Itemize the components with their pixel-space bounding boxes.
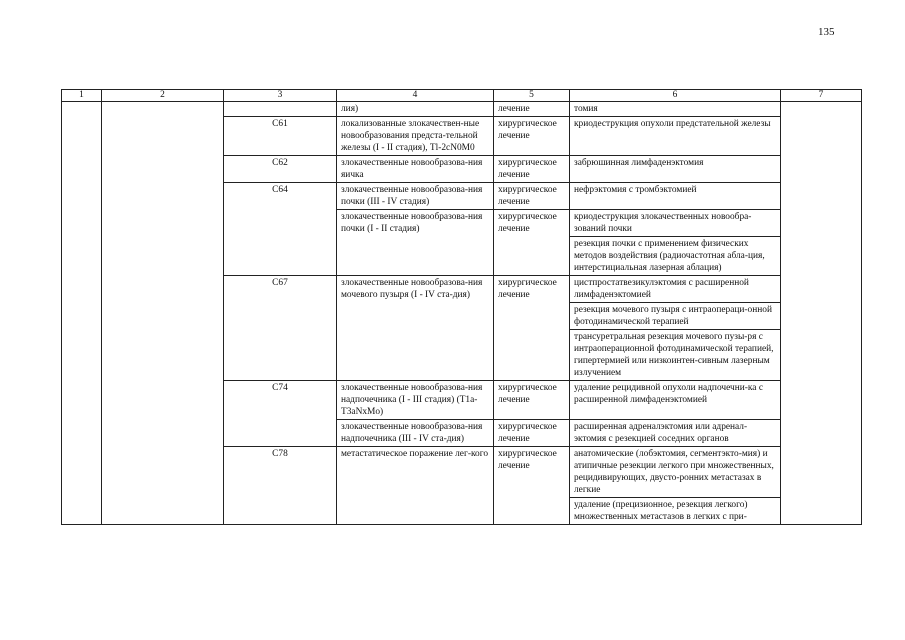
treatment-cell: хирургическое лечение [494,117,570,156]
diagnosis-cell: локализованные злокачествен-ные новообразования предста-тельной железы (I - II стадия), Tl-2cN0M0 [337,117,494,156]
treatment-cell: лечение [494,102,570,117]
method-cell: цистпростатвезикулэктомия с расширенной лимфаденэктомией [570,276,781,303]
col1-cell [62,102,102,525]
continued-row [62,102,862,117]
diagnosis-cell: лия) [337,102,494,117]
treatment-cell: хирургическое лечение [494,381,570,420]
method-cell: удаление (прецизионное, резекция легкого) множественных метастазов в легких с при- [570,498,781,525]
diagnosis-cell: злокачественные новообразова-ния мочевого пузыря (I - IV ста-дия) [337,276,494,381]
treatment-cell: хирургическое лечение [494,420,570,447]
col2-cell [102,102,224,525]
column-number-row [62,90,862,102]
treatment-cell: хирургическое лечение [494,447,570,525]
diagnosis-cell: злокачественные новообразова-ния надпочечника (III - IV ста-дия) [337,420,494,447]
code-cell: C61 [224,117,337,156]
diagnosis-cell: злокачественные новообразова-ния почки (III - IV стадия) [337,183,494,210]
diagnosis-cell: метастатическое поражение лег-кого [337,447,494,525]
method-cell: томия [570,102,781,117]
diagnosis-cell: злокачественные новообразова-ния почки (I - II стадия) [337,210,494,276]
method-cell: нефрэктомия с тромбэктомией [570,183,781,210]
code-cell: C64 [224,183,337,276]
method-cell: анатомические (лобэктомия, сегментэкто-мия) и атипичные резекции легкого при множественных, рецидивирующих, двусто-ронних метастазах в легкие [570,447,781,498]
method-cell: забрюшинная лимфаденэктомия [570,156,781,183]
treatment-cell: хирургическое лечение [494,156,570,183]
code-cell: C78 [224,447,337,525]
column-number: 6 [570,90,781,102]
treatment-cell: хирургическое лечение [494,183,570,210]
treatment-cell: хирургическое лечение [494,210,570,276]
diagnosis-cell: злокачественные новообразова-ния яичка [337,156,494,183]
method-cell: расширенная адреналэктомия или адренал-эктомия с резекцией соседних органов [570,420,781,447]
treatment-table [61,89,862,525]
column-number: 7 [781,90,862,102]
code-cell [224,102,337,117]
method-cell: криодеструкция опухоли предстательной железы [570,117,781,156]
column-number: 3 [224,90,337,102]
column-number: 5 [494,90,570,102]
column-number: 1 [62,90,102,102]
treatment-cell: хирургическое лечение [494,276,570,381]
code-cell: C74 [224,381,337,447]
column-number: 2 [102,90,224,102]
column-number: 4 [337,90,494,102]
method-cell: резекция мочевого пузыря с интраопераци-онной фотодинамической терапией [570,303,781,330]
diagnosis-cell: злокачественные новообразова-ния надпочечника (I - III стадия) (T1a-T3aNxMo) [337,381,494,420]
table-body [62,90,862,525]
method-cell: трансуретральная резекция мочевого пузы-ря с интраоперационной фотодинамической терапией, гипертермией или низкоинтен-сивным лазерным излучением [570,330,781,381]
page-number: 135 [818,26,835,38]
code-cell: C62 [224,156,337,183]
col7-cell [781,102,862,525]
code-cell: C67 [224,276,337,381]
method-cell: криодеструкция злокачественных новообра-зований почки [570,210,781,237]
method-cell: резекция почки с применением физических методов воздействия (радиочастотная абла-ция, интерстициальная лазерная аблация) [570,237,781,276]
method-cell: удаление рецидивной опухоли надпочечни-ка с расширенной лимфаденэктомией [570,381,781,420]
